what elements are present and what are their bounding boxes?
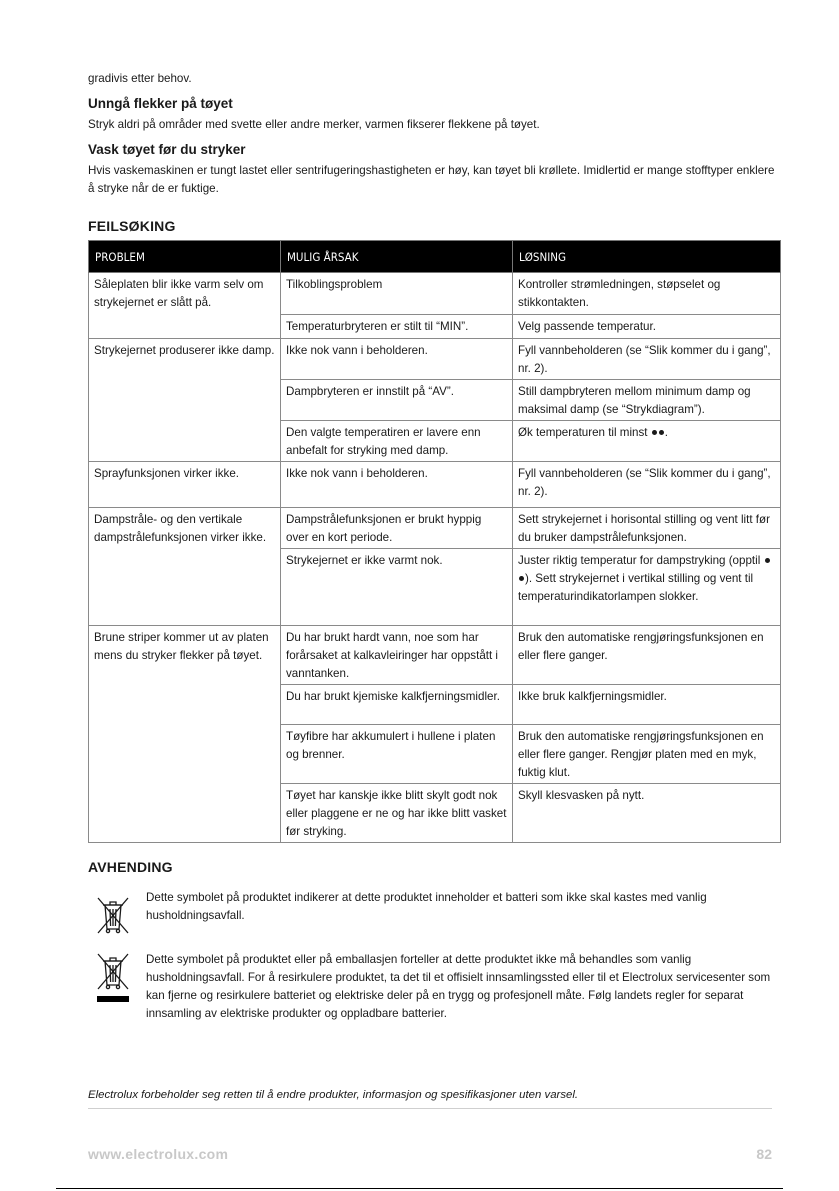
solution-cell: Ikke bruk kalkfjerningsmidler. bbox=[513, 685, 781, 725]
cause-cell: Ikke nok vann i beholderen. bbox=[281, 462, 513, 508]
continuation-text: gradivis etter behov. bbox=[88, 72, 192, 85]
page-number: 82 bbox=[756, 1146, 772, 1162]
disposal-title: AVHENDING bbox=[88, 859, 173, 875]
cause-cell: Du har brukt hardt vann, noe som har forårsaket at kalkavleiringer har oppstått i vanntanken. bbox=[281, 626, 513, 685]
bottom-divider bbox=[56, 1188, 783, 1189]
problem-cell: Strykejernet produserer ikke damp. bbox=[89, 339, 281, 462]
problem-cell: Brune striper kommer ut av platen mens du stryker flekker på tøyet. bbox=[89, 626, 281, 843]
solution-cell: Still dampbryteren mellom minimum damp og maksimal damp (se “Strykdiagram”). bbox=[513, 380, 781, 421]
table-row bbox=[89, 273, 781, 315]
solution-cell: Bruk den automatiske rengjøringsfunksjonen en eller flere ganger. Rengjør platen med en myk, fuktig klut. bbox=[513, 725, 781, 784]
solution-cell: Kontroller strømledningen, støpselet og stikkontakten. bbox=[513, 273, 781, 315]
cause-cell: Den valgte temperatiren er lavere enn anbefalt for stryking med damp. bbox=[281, 421, 513, 462]
cause-cell: Temperaturbryteren er stilt til “MIN”. bbox=[281, 315, 513, 339]
temperature-dot-icon bbox=[652, 430, 657, 435]
solution-cell: Skyll klesvasken på nytt. bbox=[513, 784, 781, 843]
paragraph-wash-before: Hvis vaskemaskinen er tungt lastet eller sentrifugeringshastigheten er høy, kan tøyet bli krøllete. Imidlertid er mange stofftyper enklere å stryke når de er fuktige. bbox=[88, 164, 775, 195]
battery-disposal-block bbox=[88, 889, 780, 945]
cause-cell: Tøyfibre har akkumulert i hullene i platen og brenner. bbox=[281, 725, 513, 784]
temperature-dot-icon bbox=[765, 558, 770, 563]
solution-cell: Fyll vannbeholderen (se “Slik kommer du i gang”, nr. 2). bbox=[513, 462, 781, 508]
cause-cell: Tøyet har kanskje ikke blitt skylt godt nok eller plaggene er ne og har ikke blitt vasket før stryking. bbox=[281, 784, 513, 843]
cause-cell: Strykejernet er ikke varmt nok. bbox=[281, 549, 513, 626]
solution-text: ). Sett strykejernet i vertikal stilling og vent til temperaturindikatorlampen slokker. bbox=[518, 572, 754, 603]
header-cause: MULIG ÅRSAK bbox=[281, 241, 513, 273]
solution-cell: Velg passende temperatur. bbox=[513, 315, 781, 339]
table-row bbox=[89, 462, 781, 508]
temperature-dot-icon bbox=[519, 576, 524, 581]
header-problem: PROBLEM bbox=[89, 241, 281, 273]
weee-disposal-text: Dette symbolet på produktet eller på emballasjen forteller at dette produktet ikke må behandles som vanlig husholdningsavfall. For å resirkulere produktet, ta det til et offisielt innsamlingssted eller til et Electrolux servicesenter som kan fjerne og resirkulere batteriet og elektriske deler på en trygg og profesjonell måte. Følg landets regler for separat innsamling av elektriske produkter og oppladbare batterier. bbox=[146, 953, 771, 1020]
table-row bbox=[89, 508, 781, 549]
problem-cell: Sprayfunksjonen virker ikke. bbox=[89, 462, 281, 508]
table-row bbox=[89, 626, 781, 685]
table-header-row bbox=[89, 241, 781, 273]
troubleshooting-table bbox=[88, 240, 781, 843]
cause-cell: Tilkoblingsproblem bbox=[281, 273, 513, 315]
cause-cell: Du har brukt kjemiske kalkfjerningsmidler. bbox=[281, 685, 513, 725]
disclaimer-text: Electrolux forbeholder seg retten til å endre produkter, informasjon og spesifikasjoner uten varsel. bbox=[88, 1089, 772, 1109]
solution-cell bbox=[513, 549, 781, 626]
solution-cell: Sett strykejernet i horisontal stilling og vent litt før du bruker dampstrålefunksjonen. bbox=[513, 508, 781, 549]
header-solution: LØSNING bbox=[513, 241, 781, 273]
heading-wash-before: Vask tøyet før du stryker bbox=[88, 142, 246, 157]
cause-cell: Ikke nok vann i beholderen. bbox=[281, 339, 513, 380]
cause-cell: Dampbryteren er innstilt på “AV”. bbox=[281, 380, 513, 421]
weee-disposal-block bbox=[88, 951, 780, 1081]
solution-cell: Øk temperaturen til minst . bbox=[513, 421, 781, 462]
temperature-dot-icon bbox=[659, 430, 664, 435]
page-content bbox=[88, 70, 780, 1109]
footer-url: www.electrolux.com bbox=[88, 1146, 229, 1162]
table-row bbox=[89, 339, 781, 380]
heading-avoid-stains: Unngå flekker på tøyet bbox=[88, 96, 233, 111]
solution-cell: Fyll vannbeholderen (se “Slik kommer du i gang”, nr. 2). bbox=[513, 339, 781, 380]
paragraph-avoid-stains: Stryk aldri på områder med svette eller andre merker, varmen fikserer flekkene på tøyet. bbox=[88, 118, 540, 131]
problem-cell: Såleplaten blir ikke varm selv om strykejernet er slått på. bbox=[89, 273, 281, 339]
cause-cell: Dampstrålefunksjonen er brukt hyppig over en kort periode. bbox=[281, 508, 513, 549]
troubleshooting-title: FEILSØKING bbox=[88, 218, 176, 234]
solution-cell: Bruk den automatiske rengjøringsfunksjonen en eller flere ganger. bbox=[513, 626, 781, 685]
battery-disposal-text: Dette symbolet på produktet indikerer at dette produktet inneholder et batteri som ikke skal kastes med vanlig husholdningsavfall. bbox=[146, 891, 707, 922]
solution-text: Øk temperaturen til minst bbox=[518, 426, 648, 439]
solution-text: Juster riktig temperatur for dampstryking (opptil bbox=[518, 554, 761, 567]
weee-bin-icon bbox=[96, 951, 130, 1007]
problem-cell: Dampstråle- og den vertikale dampstrålefunksjonen virker ikke. bbox=[89, 508, 281, 626]
crossed-bin-icon bbox=[96, 895, 130, 935]
